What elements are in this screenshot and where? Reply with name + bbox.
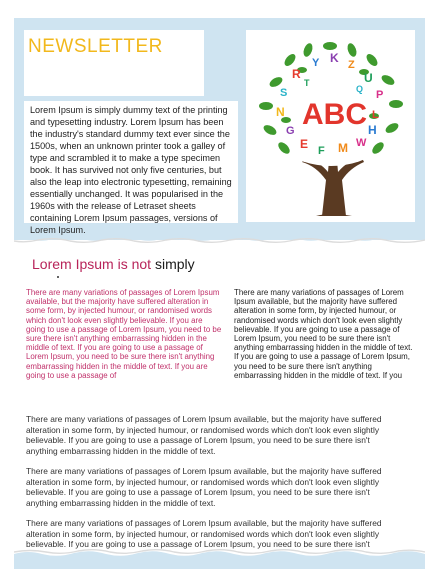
svg-text:K: K <box>330 51 339 65</box>
svg-text:S: S <box>280 87 288 99</box>
body-paragraph-3: There are many variations of passages of Lorem Ipsum available, but the majority have suffered alteration in some form, by injected humour, or randomised words which don't look even slightly believable. If you are going to use a passage of Lorem Ipsum, you need to be sure there isn't <box>26 518 382 549</box>
intro-text: Lorem Ipsum is simply dummy text of the printing and typesetting industry. Lorem Ipsum has been the industry's standard dummy text ever since the 1500s, when an unknown printer took a galley of type and scrambled it to make a type specimen book. It has survived not only five centuries, but also the leap into electronic typesetting, remaining essentially unchanged. It was popularised in the 1960s with the release of Letraset sheets containing Lorem Ipsum passages, versions of Lorem Ipsum. <box>30 105 232 235</box>
svg-text:Q: Q <box>356 84 364 94</box>
body-paragraph-2: There are many variations of passages of Lorem Ipsum available, but the majority have suffered alteration in some form, by injected humour, or randomised words which don't look even slightly believable. If you are going to use a passage of Lorem Ipsum, you need to be sure there isn't anything embarrassing hidden in the middle of text. <box>26 466 382 508</box>
footer-torn-edge <box>14 548 425 569</box>
abc-tree-illustration <box>246 30 415 222</box>
svg-text:R: R <box>292 67 301 81</box>
page-title: NEWSLETTER <box>28 36 163 57</box>
svg-text:G: G <box>286 125 295 137</box>
svg-text:M: M <box>338 141 348 155</box>
svg-text:E: E <box>300 137 309 151</box>
column-right-text: There are many variations of passages of Lorem Ipsum available, but the majority have suffered alteration in some form, by injected humour, or randomised words which don't look even slightly believable. If you are going to use a passage of Lorem Ipsum, you need to be sure there isn't anything embarrassing hidden in the middle of text. If you are going to use a passage of Lorem Ipsum, you need to be sure there isn't anything embarrassing hidden in the middle of text. If you <box>234 288 413 380</box>
svg-text:H: H <box>368 123 377 137</box>
svg-text:P: P <box>376 89 384 101</box>
svg-text:N: N <box>276 105 285 119</box>
svg-text:F: F <box>318 145 325 157</box>
svg-text:L: L <box>372 109 379 121</box>
svg-text:Z: Z <box>348 59 355 71</box>
body-paragraph-1: There are many variations of passages of Lorem Ipsum available, but the majority have suffered alteration in some form, by injected humour, or randomised words which don't look even slightly believable. If you are going to use a passage of Lorem Ipsum, you need to be sure there isn't anything embarrassing hidden in the middle of text. <box>26 414 382 456</box>
section-heading-plain: simply <box>154 256 195 272</box>
svg-text:Y: Y <box>312 57 320 69</box>
svg-text:U: U <box>364 71 373 85</box>
svg-text:T: T <box>304 78 310 88</box>
svg-text:W: W <box>356 137 367 149</box>
bullet-dot <box>57 276 59 278</box>
abc-letters: ABC <box>302 98 367 131</box>
column-left-text: There are many variations of passages of Lorem Ipsum available, but the majority have suffered alteration in some form, by injected humour, or randomised words which don't look even slightly believable. If you are going to use a passage of Lorem Ipsum, you need to be sure there isn't anything embarrassing hidden in the middle of text. If you are going to use a passage of Lorem Ipsum, you need to be sure there isn't anything embarrassing hidden in the middle of text. If you are going to use a passage of <box>26 288 222 380</box>
section-heading <box>32 256 195 272</box>
section-heading-accent: Lorem Ipsum is not <box>32 256 152 272</box>
